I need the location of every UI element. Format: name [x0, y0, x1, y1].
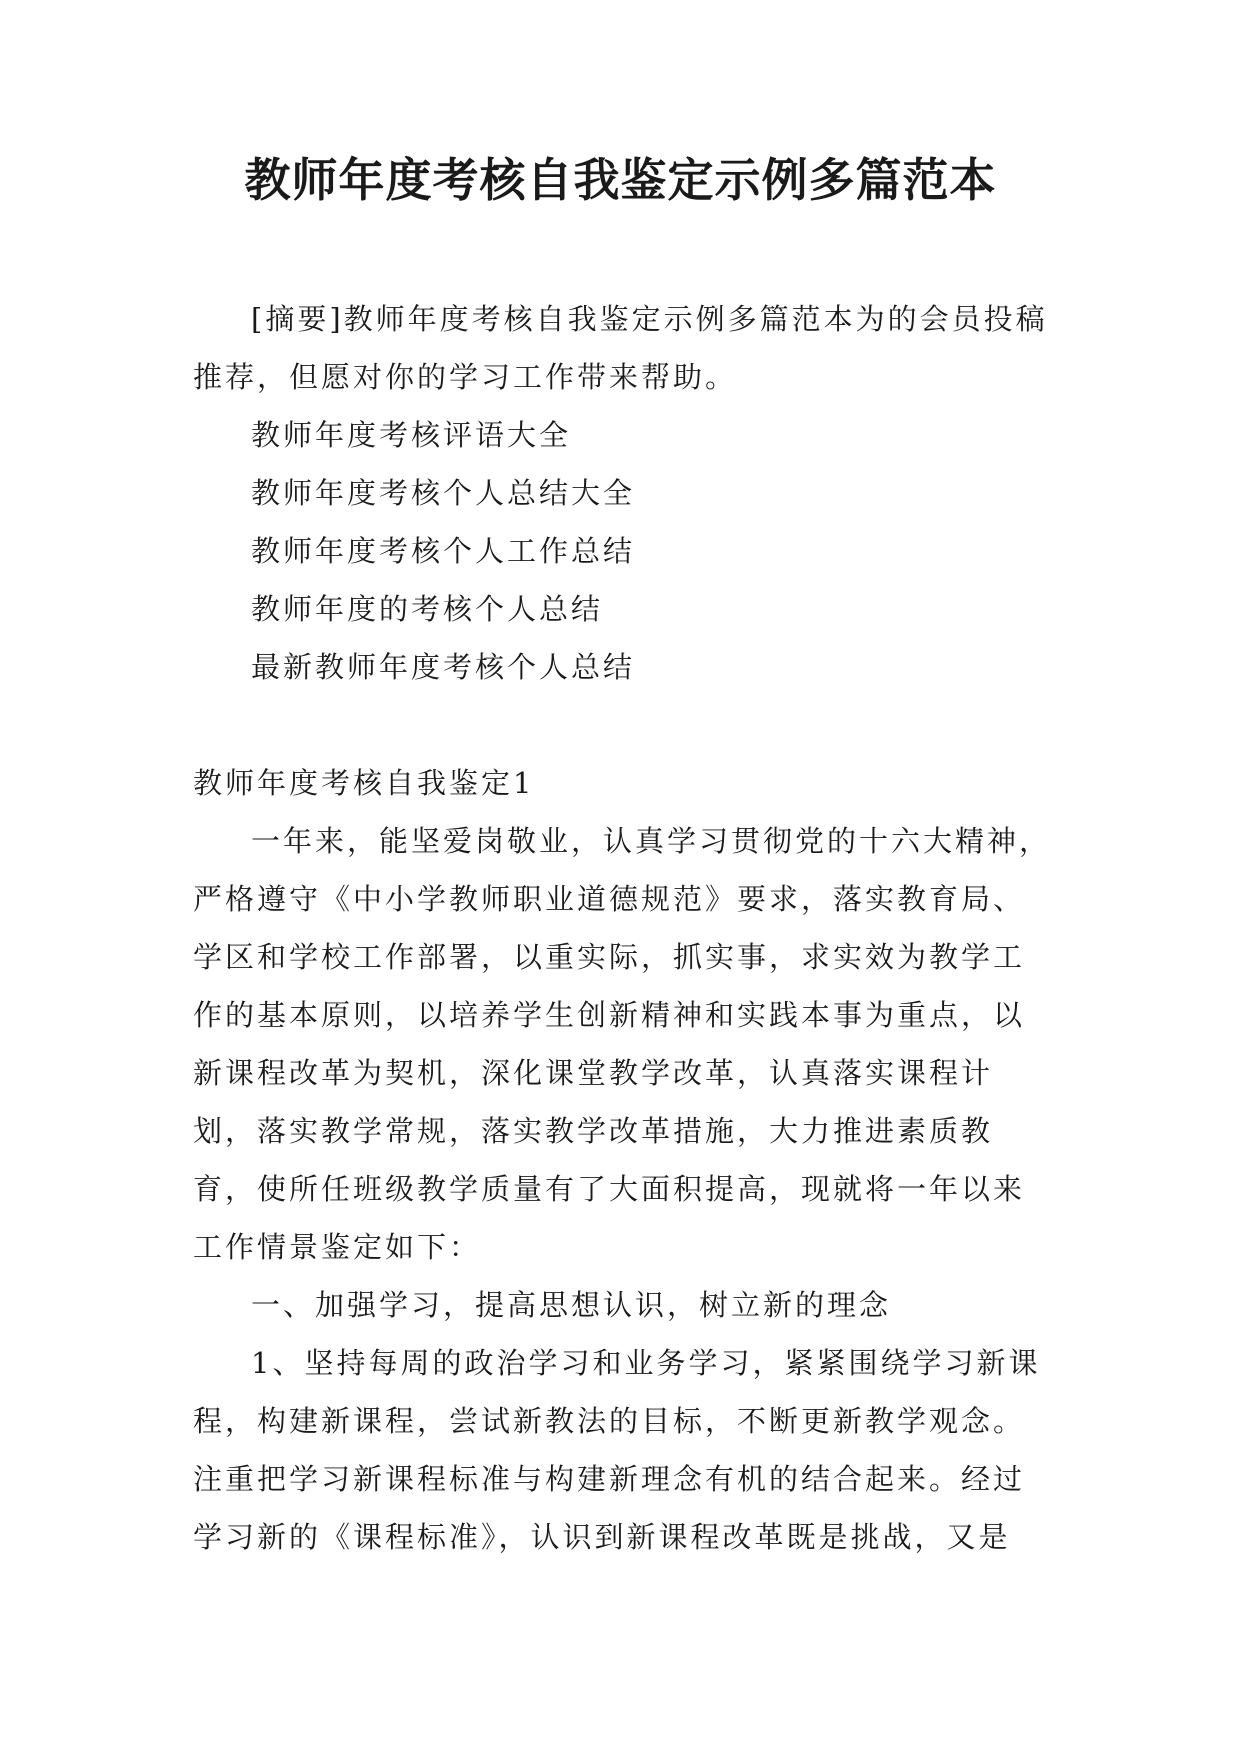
related-link[interactable]: 教师年度考核个人总结大全	[251, 476, 636, 510]
document-body	[193, 290, 1053, 1566]
related-link[interactable]: 教师年度考核评语大全	[251, 418, 572, 452]
section-subheading: 一、加强学习，提高思想认识，树立新的理念	[251, 1288, 892, 1322]
related-link[interactable]: 最新教师年度考核个人总结	[251, 650, 636, 684]
body-paragraph: 一年来，能坚爱岗敬业，认真学习贯彻党的十六大精神，严格遵守《中小学教师职业道德规范》要求，落实教育局、学区和学校工作部署，以重实际，抓实事，求实效为教学工作的基本原则，以培养学生创新精神和实践本事为重点，以新课程改革为契机，深化课堂教学改革，认真落实课程计划，落实教学常规，落实教学改革措施，大力推进素质教育，使所任班级教学质量有了大面积提高，现就将一年以来工作情景鉴定如下：	[193, 824, 1052, 1264]
related-link[interactable]: 教师年度考核个人工作总结	[251, 534, 636, 568]
related-link[interactable]: 教师年度的考核个人总结	[251, 592, 604, 626]
spacer	[193, 696, 1053, 754]
body-paragraph: 1、坚持每周的政治学习和业务学习，紧紧围绕学习新课程，构建新课程，尝试新教法的目标，不断更新教学观念。注重把学习新课程标准与构建新理念有机的结合起来。经过学习新的《课程标准》，认识到新课程改革既是挑战，又是	[193, 1346, 1041, 1554]
document-title: 教师年度考核自我鉴定示例多篇范本	[244, 153, 997, 207]
section-heading: 教师年度考核自我鉴定1	[193, 766, 535, 800]
abstract-paragraph: [摘要]教师年度考核自我鉴定示例多篇范本为的会员投稿推荐，但愿对你的学习工作带来帮助。	[193, 302, 1048, 394]
